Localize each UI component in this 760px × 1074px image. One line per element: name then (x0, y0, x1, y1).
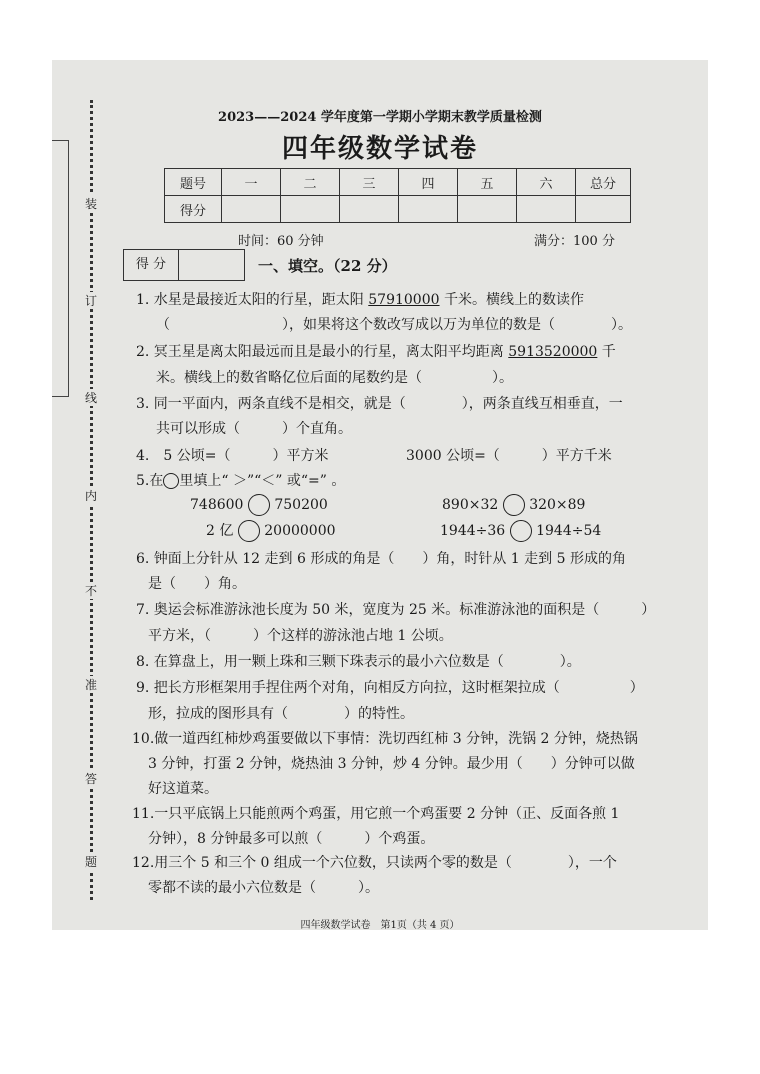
q11-line2: 分钟），8 分钟最多可以煎（ ）个鸡蛋。 (148, 831, 435, 847)
compare-circle[interactable] (238, 520, 260, 542)
q12-line1: 12.用三个 5 和三个 0 组成一个六位数，只读两个零的数是（ ），一个 (132, 855, 617, 871)
q3-line2: 共可以形成（ ）个直角。 (156, 421, 352, 437)
q7-line2: 平方米，（ ）个这样的游泳池占地 1 公顷。 (148, 628, 453, 644)
compare-left: 2 亿 (206, 523, 234, 539)
q10-line2: 3 分钟，打蛋 2 分钟，烧热油 3 分钟，炒 4 分钟。最少用（ ）分钟可以做 (148, 756, 635, 772)
q12-line2: 零都不读的最小六位数是（ ）。 (148, 880, 379, 896)
circle-icon (163, 473, 179, 489)
col-header: 三 (340, 169, 399, 196)
full-score: 满分：100 分 (534, 234, 615, 249)
score-box-label: 得 分 (124, 250, 179, 280)
score-table-row (165, 169, 631, 196)
score-cell[interactable] (576, 196, 631, 223)
q9-line1: 9. 把长方形框架用手捏住两个对角，向相反方向拉，这时框架拉成（ ） (136, 680, 644, 696)
col-header: 一 (222, 169, 281, 196)
col-header: 总分 (576, 169, 631, 196)
compare-circle[interactable] (248, 494, 270, 516)
q6-line2: 是（ ）角。 (148, 576, 246, 592)
col-header: 六 (517, 169, 576, 196)
q5-compare-3 (206, 520, 336, 542)
compare-left: 748600 (190, 497, 244, 513)
row-label-score: 得分 (165, 196, 222, 223)
score-cell[interactable] (340, 196, 399, 223)
q1-line1 (136, 289, 584, 309)
compare-circle[interactable] (503, 494, 525, 516)
exam-subtitle: 2023——2024 学年度第一学期小学期末教学质量检测 (218, 110, 542, 125)
col-header: 二 (281, 169, 340, 196)
q5-compare-2 (442, 494, 585, 516)
margin-label-6: 准 (82, 676, 100, 693)
q1-line2: （ ），如果将这个数改写成以万为单位的数是（ ）。 (156, 317, 632, 333)
margin-label-4: 内 (82, 487, 100, 504)
col-header: 五 (458, 169, 517, 196)
section-title: 一、填空。（22 分） (258, 257, 397, 275)
compare-left: 1944÷36 (440, 523, 506, 539)
margin-label-7: 答 (82, 770, 100, 787)
q5-instruction (136, 470, 345, 490)
margin-label-1: 装 (82, 195, 100, 212)
q2-line2: 米。横线上的数省略亿位后面的尾数约是（ ）。 (156, 370, 513, 386)
compare-right: 1944÷54 (536, 523, 602, 539)
margin-label-2: 订 (82, 292, 100, 309)
q8-line1: 8. 在算盘上，用一颗上珠和三颗下珠表示的最小六位数是（ ）。 (136, 654, 581, 670)
q10-line3: 好这道菜。 (148, 781, 218, 797)
score-cell[interactable] (458, 196, 517, 223)
q9-line2: 形，拉成的图形具有（ ）的特性。 (148, 706, 414, 722)
row-label-question: 题号 (165, 169, 222, 196)
score-cell[interactable] (222, 196, 281, 223)
q2-text-end: 千 (597, 344, 616, 360)
q7-line1: 7. 奥运会标准游泳池长度为 50 米，宽度为 25 米。标准游泳池的面积是（ ） (136, 602, 656, 618)
margin-label-5: 不 (82, 582, 100, 599)
left-frame-box (52, 140, 69, 397)
col-header: 四 (399, 169, 458, 196)
exam-title: 四年级数学试卷 (281, 134, 478, 164)
q6-line1: 6. 钟面上分针从 12 走到 6 形成的角是（ ）角，时针从 1 走到 5 形成的角 (136, 551, 626, 567)
q5-text-end: 里填上“ ＞”“＜” 或“=” 。 (179, 473, 346, 489)
score-cell[interactable] (281, 196, 340, 223)
compare-left: 890×32 (442, 497, 499, 513)
margin-label-3: 线 (82, 389, 100, 406)
q4-part-a: 4. 5 公顷=（ ）平方米 (136, 448, 329, 464)
q1-number: 57910000 (368, 292, 440, 308)
q2-text: 2. 冥王星是离太阳最远而且是最小的行星，离太阳平均距离 (136, 344, 509, 360)
page-footer: 四年级数学试卷 第1页（共 4 页） (300, 920, 460, 931)
q10-line1: 10.做一道西红柿炒鸡蛋要做以下事情：洗切西红柿 3 分钟，洗锅 2 分钟，烧热锅 (132, 731, 638, 747)
q11-line1: 11.一只平底锅上只能煎两个鸡蛋，用它煎一个鸡蛋要 2 分钟（正、反面各煎 1 (132, 806, 620, 822)
q5-compare-1 (190, 494, 328, 516)
q4-part-b: 3000 公顷=（ ）平方千米 (406, 448, 612, 464)
compare-right: 320×89 (529, 497, 586, 513)
section-score-box (123, 249, 245, 281)
q3-line1: 3. 同一平面内，两条直线不是相交，就是（ ），两条直线互相垂直，一 (136, 396, 623, 412)
q1-text: 1. 水星是最接近太阳的行星，距太阳 (136, 292, 369, 308)
compare-circle[interactable] (510, 520, 532, 542)
score-table (164, 168, 631, 223)
score-box-value[interactable] (179, 250, 244, 280)
margin-label-8: 题 (82, 853, 100, 870)
q2-number: 5913520000 (508, 344, 598, 360)
compare-right: 750200 (274, 497, 328, 513)
score-table-row (165, 196, 631, 223)
q5-text: 5.在 (136, 473, 164, 489)
exam-time: 时间：60 分钟 (238, 234, 324, 249)
score-cell[interactable] (399, 196, 458, 223)
q1-text-end: 千米。横线上的数读作 (439, 292, 584, 308)
q5-compare-4 (440, 520, 601, 542)
compare-right: 20000000 (264, 523, 336, 539)
q2-line1 (136, 341, 616, 361)
score-cell[interactable] (517, 196, 576, 223)
